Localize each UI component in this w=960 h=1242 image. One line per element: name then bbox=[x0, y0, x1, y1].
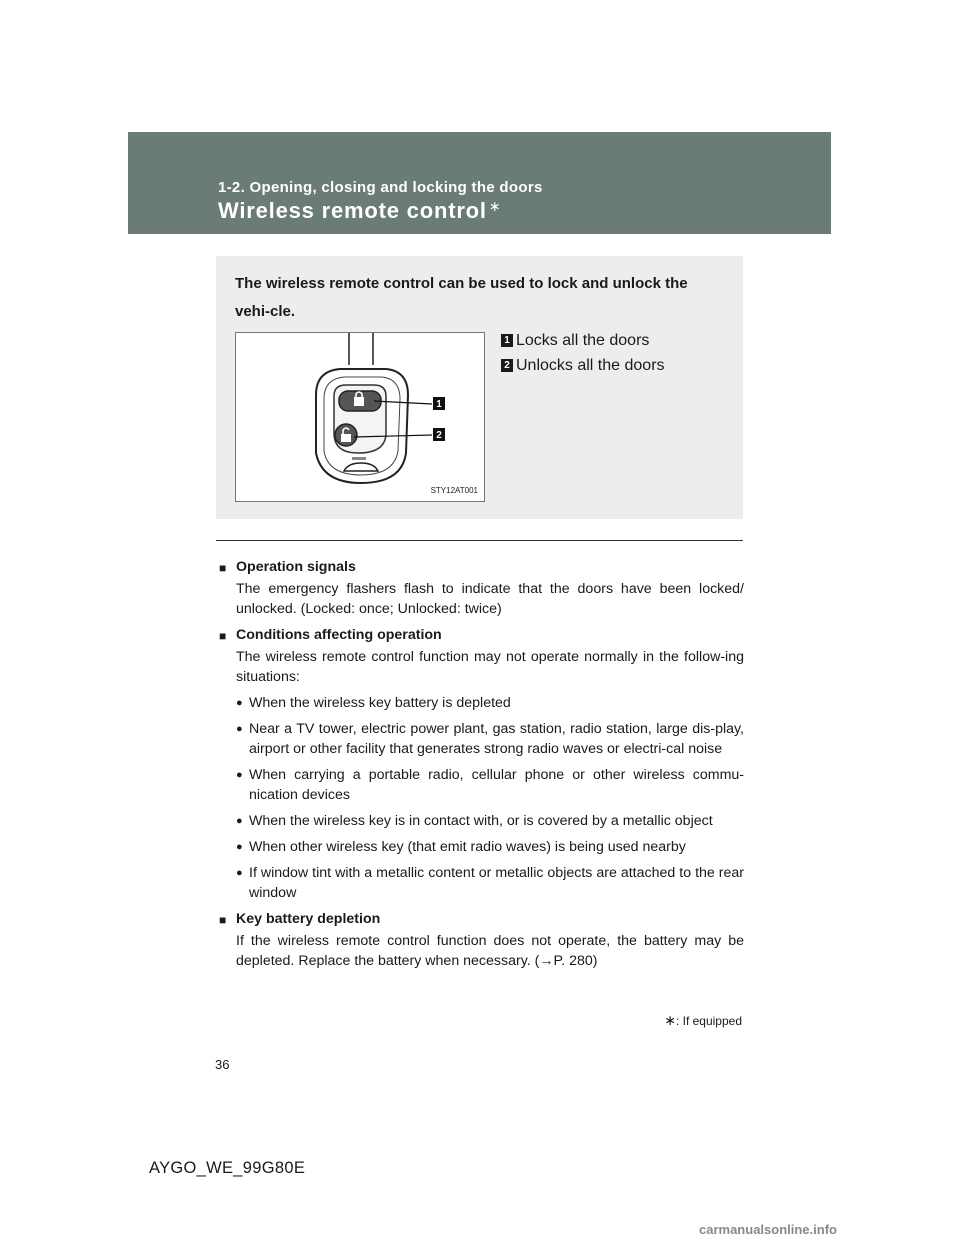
equipment-marker: ∗ bbox=[488, 198, 502, 214]
square-bullet-icon: ■ bbox=[219, 561, 227, 575]
page-number: 36 bbox=[215, 1057, 230, 1072]
key-figure bbox=[235, 332, 485, 502]
figure-legend bbox=[501, 328, 665, 378]
list-item: ● When carrying a portable radio, cellular phone or other wireless commu-nication devices bbox=[236, 767, 744, 803]
paragraph: If the wireless remote control function does not operate, the battery may be depleted. Replace the battery when necessary. (→P. 280) bbox=[236, 933, 744, 969]
section-divider bbox=[216, 540, 743, 541]
page-title bbox=[218, 198, 501, 224]
body-content bbox=[219, 557, 744, 977]
list-item: ● When other wireless key (that emit radio waves) is being used nearby bbox=[236, 839, 686, 855]
paragraph: The emergency flashers flash to indicate that the doors have been locked/ unlocked. (Locked: once; Unlocked: twice) bbox=[236, 581, 744, 617]
round-bullet-icon: ● bbox=[236, 867, 243, 879]
list-item: ● Near a TV tower, electric power plant, gas station, radio station, large dis-play, airport or other facility that generates strong radio waves or electri-cal noise bbox=[236, 721, 744, 757]
round-bullet-icon: ● bbox=[236, 723, 243, 735]
document-code: AYGO_WE_99G80E bbox=[149, 1159, 306, 1177]
square-bullet-icon: ■ bbox=[219, 913, 227, 927]
heading-battery-depletion: ■ Key battery depletion bbox=[219, 909, 744, 929]
heading-operation-signals: ■ Operation signals bbox=[219, 557, 744, 577]
figure-code: STY12AT001 bbox=[430, 486, 478, 495]
svg-text:2: 2 bbox=[436, 430, 442, 441]
list-item: ● If window tint with a metallic content or metallic objects are attached to the rear window bbox=[236, 865, 744, 901]
watermark: carmanualsonline.info bbox=[699, 1222, 837, 1237]
list-item: ● When the wireless key battery is depleted bbox=[236, 695, 511, 711]
round-bullet-icon: ● bbox=[236, 697, 243, 709]
page-title-text: Wireless remote control bbox=[218, 198, 487, 223]
square-bullet-icon: ■ bbox=[219, 629, 227, 643]
list-item: ● When the wireless key is in contact with, or is covered by a metallic object bbox=[236, 813, 713, 829]
svg-text:1: 1 bbox=[436, 399, 442, 410]
legend-label: Locks all the doors bbox=[516, 331, 650, 349]
legend-label: Unlocks all the doors bbox=[516, 356, 665, 374]
remote-key-illustration bbox=[236, 333, 484, 501]
section-title: 1-2. Opening, closing and locking the doors bbox=[218, 179, 543, 196]
footnote-marker: ∗ bbox=[664, 1012, 676, 1028]
intro-text: The wireless remote control can be used to lock and unlock the vehi-cle. bbox=[235, 275, 688, 320]
footnote-text: : If equipped bbox=[675, 1014, 742, 1028]
legend-item-lock bbox=[501, 328, 665, 353]
number-badge: 1 bbox=[501, 334, 513, 347]
round-bullet-icon: ● bbox=[236, 769, 243, 781]
heading-conditions: ■ Conditions affecting operation bbox=[219, 625, 744, 645]
number-badge: 2 bbox=[501, 359, 513, 372]
round-bullet-icon: ● bbox=[236, 815, 243, 827]
round-bullet-icon: ● bbox=[236, 841, 243, 853]
footnote bbox=[600, 1012, 742, 1029]
paragraph: The wireless remote control function may not operate normally in the follow-ing situations: bbox=[236, 649, 744, 685]
legend-item-unlock bbox=[501, 353, 665, 378]
chapter-header bbox=[128, 132, 831, 234]
intro-box bbox=[216, 256, 743, 519]
